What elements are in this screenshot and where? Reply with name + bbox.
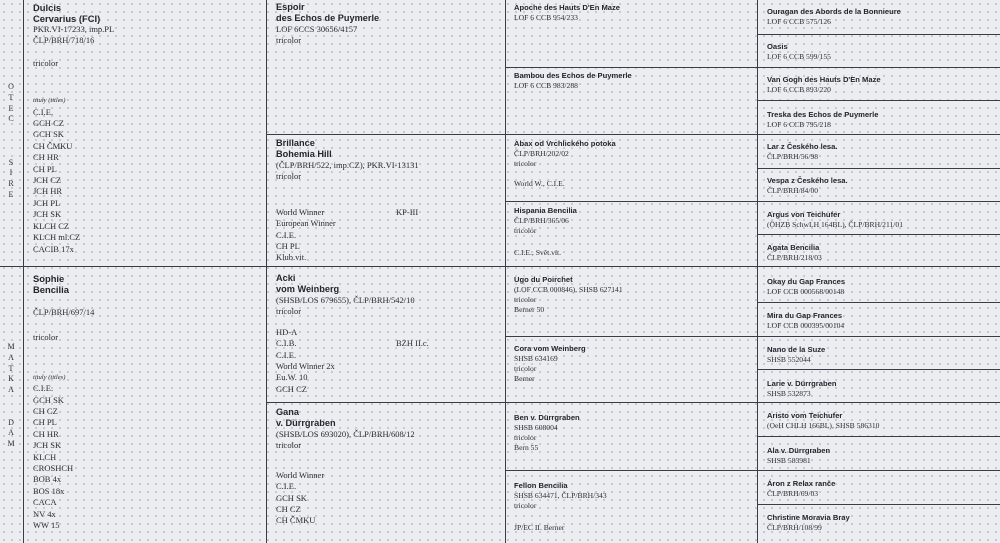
title-item: CH CZ xyxy=(33,406,58,417)
title-item: KLCH xyxy=(33,451,57,462)
title-item: European Winner xyxy=(276,218,336,229)
dog-name: Brillance xyxy=(276,138,315,148)
dog-color: tricolor xyxy=(514,433,537,442)
dog-color: tricolor xyxy=(514,159,537,168)
title-item: World Winner xyxy=(276,469,325,480)
dam-color: tricolor xyxy=(33,332,59,343)
title-item: GCH SK xyxy=(33,129,64,140)
title-item: GCH CZ xyxy=(33,118,64,129)
title-item: GCH CZ xyxy=(276,383,307,394)
title-item: World Winner 2x xyxy=(276,361,335,372)
dog-reg: SHSB 608004 xyxy=(514,423,558,432)
gen3-cell xyxy=(514,413,754,469)
gen2-cell xyxy=(276,273,502,400)
dog-name: Apoche des Hauts D'En Maze xyxy=(514,3,621,12)
gen3-cell xyxy=(514,139,754,199)
dog-color: tricolor xyxy=(276,35,302,46)
dog-name: Acki xyxy=(276,273,296,283)
dog-titles: Bern 55 xyxy=(514,443,539,452)
title-item: C.I.B. xyxy=(276,338,297,349)
row-divider xyxy=(757,34,1000,35)
title-item: CH HR xyxy=(33,428,59,439)
dog-reg: SHSB 634471, ČLP/BRH/343 xyxy=(514,491,607,500)
dog-titles xyxy=(276,470,502,527)
dog-name: Gana xyxy=(276,407,299,417)
dam-name-line2: Bencilia xyxy=(33,284,69,295)
dog-name: Nano de la Suze xyxy=(767,345,826,354)
gen4-cell xyxy=(767,446,999,472)
title-item: GCH SK xyxy=(276,492,307,503)
title-item: C.I.E. xyxy=(33,383,54,394)
dog-name: Okay du Gap Frances xyxy=(767,277,846,286)
dog-reg: LOF 6 CCB 983/288 xyxy=(514,81,578,90)
gen4-cell xyxy=(767,379,999,405)
dog-reg: ČLP/BRH/218/03 xyxy=(767,253,822,262)
dog-reg: (ÖHZB SchwLH 164BL), ČLP/BRH/211/01 xyxy=(767,220,903,229)
title-item: C.I.E. xyxy=(276,229,297,240)
title-item: C.I.E. xyxy=(276,349,297,360)
dog-reg: ČLP/BRH/56/98 xyxy=(767,152,819,161)
dog-reg: LOF 6CCS 30656/4157 xyxy=(276,24,358,34)
dam-titles xyxy=(33,383,263,531)
dog-reg: SHSB 583981 xyxy=(767,456,811,465)
dog-titles xyxy=(276,207,502,264)
dog-name: Oasis xyxy=(767,42,788,51)
column-divider xyxy=(757,0,758,543)
dam-side-label: M A T K A D A M xyxy=(7,342,15,449)
dam-cell xyxy=(33,273,263,541)
dog-reg: ČLP/BRH/69/03 xyxy=(767,489,819,498)
dog-name: Mira du Gap Frances xyxy=(767,311,843,320)
dog-name: Vespa z Českého lesa. xyxy=(767,176,848,185)
title-item: JCH HR xyxy=(33,186,63,197)
dog-reg: LOF 6 CCB 599/155 xyxy=(767,52,831,61)
dog-reg: LOF CCB 000568/00148 xyxy=(767,287,845,296)
dog-reg: ČLP/BRH/108/99 xyxy=(767,523,822,532)
gen4-cell xyxy=(767,479,999,505)
gen3-cell xyxy=(514,344,754,401)
gen3-cell xyxy=(514,71,754,133)
gen4-cell xyxy=(767,311,999,337)
column-divider xyxy=(266,0,267,543)
dog-name: Treska des Echos de Puymerle xyxy=(767,110,879,119)
dog-reg: SHSB 634169 xyxy=(514,354,558,363)
sire-name-line2: Cervarius (FCI) xyxy=(33,13,101,24)
gen4-cell xyxy=(767,110,999,136)
title-item: C.I.E. xyxy=(276,481,297,492)
dog-reg: (LOF CCB 000846), SHSB 627141 xyxy=(514,285,623,294)
sire-cell xyxy=(33,2,263,264)
gen3-cell xyxy=(514,481,754,541)
dog-color: tricolor xyxy=(276,440,302,451)
sire-name: Dulcis xyxy=(33,2,62,13)
title-item: Klub.vit. xyxy=(276,252,307,263)
dog-titles: Berner 50 xyxy=(514,305,545,314)
gen2-cell xyxy=(276,2,502,132)
dog-reg: (ČLP/BRH/522, imp.CZ), PKR.VI-13131 xyxy=(276,160,419,170)
dog-name: Ala v. Dürrgraben xyxy=(767,446,831,455)
title-item: JCH PL xyxy=(33,197,61,208)
dog-name: Larie v. Dürrgraben xyxy=(767,379,837,388)
dog-reg: (OeH CHLH 166BL), SHSB 586310 xyxy=(767,421,880,430)
title-item: HD-A xyxy=(276,326,298,337)
dog-reg: LOF 6 CCB 954/233 xyxy=(514,13,578,22)
dog-titles: JP/EC II. Berner xyxy=(514,523,565,532)
dog-color: tricolor xyxy=(514,364,537,373)
dog-name: Ugo du Poirchet xyxy=(514,275,573,284)
dog-name: Ben v. Dürrgraben xyxy=(514,413,580,422)
title-item: CH ČMKU xyxy=(276,515,316,526)
gen4-cell xyxy=(767,345,999,371)
gen4-cell xyxy=(767,210,999,236)
column-divider xyxy=(505,0,506,543)
column-divider xyxy=(23,0,24,543)
dog-name-line2: des Echos de Puymerle xyxy=(276,13,380,23)
gen3-cell xyxy=(514,3,754,65)
dam-titles-label: tituly (titles) xyxy=(33,373,66,381)
title-item: KLCH ml.CZ xyxy=(33,232,81,243)
title-item: World Winner xyxy=(276,206,325,217)
sire-titles-label: tituly (titles) xyxy=(33,97,66,105)
dog-color: tricolor xyxy=(514,501,537,510)
title-item: BOB 4x xyxy=(33,474,62,485)
title-item: CH PL xyxy=(33,163,57,174)
dog-titles: Berner xyxy=(514,374,535,383)
title-item: BOS 18x xyxy=(33,485,65,496)
dog-reg: SHSB 532873 xyxy=(767,389,811,398)
title-item: JCH CZ xyxy=(33,175,62,186)
dog-name: Ouragan des Abords de la Bonnieure xyxy=(767,7,901,16)
gen4-cell xyxy=(767,142,999,168)
title-item: JCH SK xyxy=(33,440,62,451)
dog-titles xyxy=(276,327,502,395)
title-item: CH CZ xyxy=(276,504,301,515)
title-item: CACA xyxy=(33,497,57,508)
sire-titles xyxy=(33,107,263,255)
dog-name: Áron z Relax ranče xyxy=(767,479,836,488)
gen4-cell xyxy=(767,75,999,101)
sire-reg: PKR.VI-17233, imp.PL xyxy=(33,24,115,34)
dog-name: Van Gogh des Hauts D'En Maze xyxy=(767,75,881,84)
gen4-cell xyxy=(767,277,999,303)
title-item: CH HR xyxy=(33,152,59,163)
dog-name: Christine Moravia Bray xyxy=(767,513,850,522)
gen4-cell xyxy=(767,243,999,269)
dog-name: Cora vom Weinberg xyxy=(514,344,586,353)
dog-name: Agata Bencilia xyxy=(767,243,820,252)
dog-name-line2: Bohemia Hill xyxy=(276,149,332,159)
work-exam: KP-III xyxy=(396,206,419,217)
dog-color: tricolor xyxy=(514,226,537,235)
dog-color: tricolor xyxy=(276,171,302,182)
title-item: CACIB 17x xyxy=(33,243,74,254)
dog-name: Argus von Teichufer xyxy=(767,210,841,219)
row-divider xyxy=(757,168,1000,169)
title-item: Eu.W. 10 xyxy=(276,372,308,383)
title-item: CH PL xyxy=(33,417,57,428)
dog-reg: LOF CCB 000395/00104 xyxy=(767,321,845,330)
dog-name: Abax od Vrchlického potoka xyxy=(514,139,616,148)
dog-reg: (SHSB/LOS 693020), ČLP/BRH/608/12 xyxy=(276,429,415,439)
dog-titles: World W., C.I.E. xyxy=(514,179,565,188)
dog-reg: SHSB 552044 xyxy=(767,355,811,364)
dam-name: Sophie xyxy=(33,273,65,284)
work-exam: BZH II.c. xyxy=(396,337,429,348)
dog-reg: ČLP/BRH/365/06 xyxy=(514,216,569,225)
title-item: WW 15 xyxy=(33,520,60,531)
dam-reg: ČLP/BRH/697/14 xyxy=(33,307,95,317)
dog-reg: ČLP/BRH/202/02 xyxy=(514,149,569,158)
title-item: GCH SK xyxy=(33,394,64,405)
dog-reg: LOF 6 CCB 893/220 xyxy=(767,85,831,94)
gen4-cell xyxy=(767,176,999,202)
dog-name: Lar z Českého lesa. xyxy=(767,142,838,151)
gen4-cell xyxy=(767,7,999,33)
title-item: CH ČMKU xyxy=(33,140,73,151)
title-item: CH PL xyxy=(276,241,300,252)
dog-name-line2: vom Weinberg xyxy=(276,284,340,294)
gen3-cell xyxy=(514,275,754,335)
dog-color: tricolor xyxy=(514,295,537,304)
sire-side-label: O T E C S I R E xyxy=(8,82,14,199)
dog-titles: C.I.E., Svět.vít. xyxy=(514,248,562,257)
dog-name-line2: v. Dürrgraben xyxy=(276,418,336,428)
title-item: C.I.E. xyxy=(33,106,54,117)
dog-name: Aristo vom Teichufer xyxy=(767,411,843,420)
sire-reg-2: ČLP/BRH/718/16 xyxy=(33,35,95,46)
dog-reg: LOF 6 CCB 795/218 xyxy=(767,120,831,129)
title-item: KLCH CZ xyxy=(33,220,70,231)
dog-name: Fellon Bencilia xyxy=(514,481,568,490)
gen2-cell xyxy=(276,138,502,264)
dog-name: Hispania Bencilia xyxy=(514,206,577,215)
dog-reg: (SHSB/LOS 679655), ČLP/BRH/542/10 xyxy=(276,295,415,305)
dog-reg: LOF 6 CCB 575/126 xyxy=(767,17,831,26)
gen4-cell xyxy=(767,42,999,68)
dog-color: tricolor xyxy=(276,306,302,317)
gen2-cell xyxy=(276,407,502,541)
dog-reg: ČLP/BRH/84/00 xyxy=(767,186,819,195)
gen3-cell xyxy=(514,206,754,266)
sire-color: tricolor xyxy=(33,57,59,68)
gen4-cell xyxy=(767,513,999,541)
dog-name: Bambou des Echos de Puymerle xyxy=(514,71,632,80)
dog-name: Espoir xyxy=(276,2,305,12)
title-item: NV 4x xyxy=(33,508,56,519)
title-item: JCH SK xyxy=(33,209,62,220)
gen4-cell xyxy=(767,411,999,437)
title-item: CROSHCH xyxy=(33,463,74,474)
